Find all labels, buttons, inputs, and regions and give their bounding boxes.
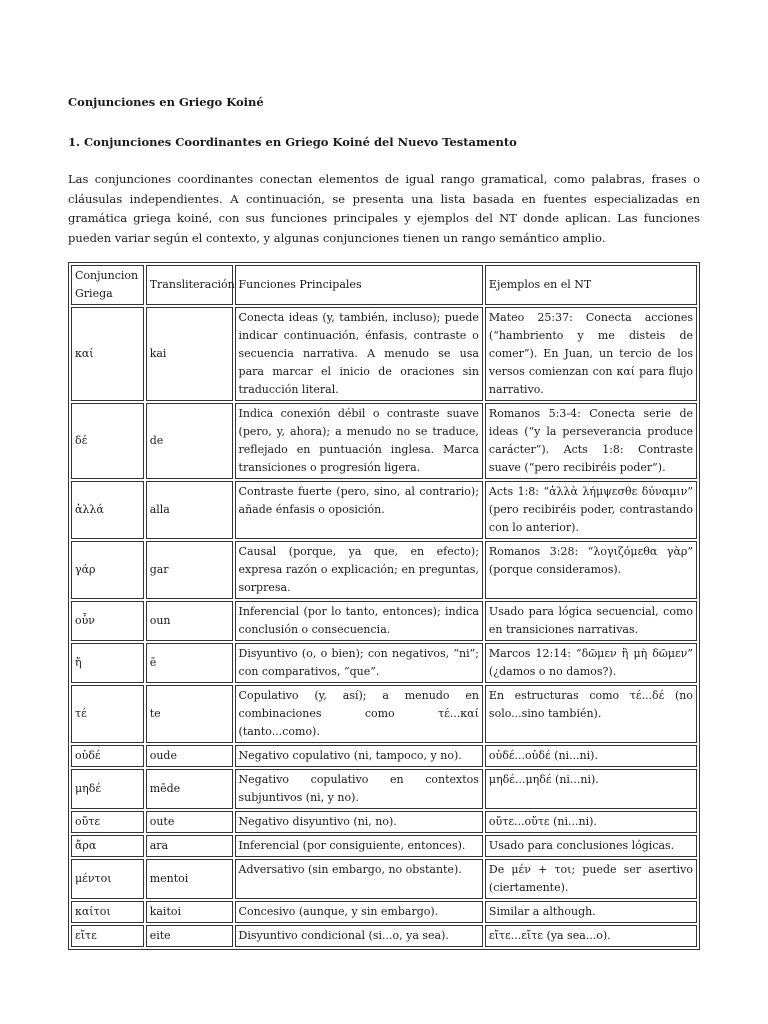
document-title: Conjunciones en Griego Koiné: [68, 95, 264, 109]
cell-greek: εἴτε: [71, 925, 144, 947]
cell-functions: Negativo disyuntivo (ni, no).: [235, 811, 483, 833]
table-row: [71, 307, 697, 401]
cell-functions: Negativo copulativo (ni, tampoco, y no).: [235, 745, 483, 767]
table-row: [71, 811, 697, 833]
cell-examples: Usado para conclusiones lógicas.: [485, 835, 697, 857]
header-functions: Funciones Principales: [235, 265, 483, 305]
cell-translit: oute: [146, 811, 233, 833]
cell-greek: ἀλλά: [71, 481, 144, 539]
cell-translit: alla: [146, 481, 233, 539]
header-examples: Ejemplos en el NT: [485, 265, 697, 305]
cell-functions: Concesivo (aunque, y sin embargo).: [235, 901, 483, 923]
table-row: [71, 835, 697, 857]
cell-translit: te: [146, 685, 233, 743]
cell-greek: οὖν: [71, 601, 144, 641]
table-row: [71, 481, 697, 539]
cell-greek: ἄρα: [71, 835, 144, 857]
table-row: [71, 859, 697, 899]
cell-functions: Inferencial (por lo tanto, entonces); indica conclusión o consecuencia.: [235, 601, 483, 641]
cell-examples: Romanos 3:28: “λογιζόμεθα γὰρ” (porque consideramos).: [485, 541, 697, 599]
cell-functions: Indica conexión débil o contraste suave (pero, y, ahora); a menudo no se traduce, reflejado en puntuación inglesa. Marca transiciones o progresión ligera.: [235, 403, 483, 479]
cell-translit: eite: [146, 925, 233, 947]
table-row: [71, 745, 697, 767]
table-row: [71, 403, 697, 479]
cell-examples: En estructuras como τέ...δέ (no solo...sino también).: [485, 685, 697, 743]
cell-translit: mēde: [146, 769, 233, 809]
cell-examples: De μέν + τοι; puede ser asertivo (ciertamente).: [485, 859, 697, 899]
cell-functions: Disyuntivo condicional (si...o, ya sea).: [235, 925, 483, 947]
cell-greek: καί: [71, 307, 144, 401]
cell-greek: μέντοι: [71, 859, 144, 899]
cell-greek: ἤ: [71, 643, 144, 683]
cell-examples: Acts 1:8: “ἀλλὰ λήμψεσθε δύναμιν” (pero recibiréis poder, contrastando con lo anterior).: [485, 481, 697, 539]
cell-functions: Negativo copulativo en contextos subjuntivos (ni, y no).: [235, 769, 483, 809]
cell-examples: Similar a although.: [485, 901, 697, 923]
cell-translit: mentoi: [146, 859, 233, 899]
cell-greek: καίτοι: [71, 901, 144, 923]
cell-greek: γάρ: [71, 541, 144, 599]
cell-functions: Disyuntivo (o, o bien); con negativos, “ni”; con comparativos, “que”.: [235, 643, 483, 683]
header-translit: Transliteración: [146, 265, 233, 305]
cell-functions: Copulativo (y, así); a menudo en combinaciones como τέ...καί (tanto...como).: [235, 685, 483, 743]
cell-greek: δέ: [71, 403, 144, 479]
cell-examples: Usado para lógica secuencial, como en transiciones narrativas.: [485, 601, 697, 641]
cell-examples: οὐδέ...οὐδέ (ni...ni).: [485, 745, 697, 767]
cell-translit: ē: [146, 643, 233, 683]
cell-translit: oude: [146, 745, 233, 767]
intro-paragraph: Las conjunciones coordinantes conectan elementos de igual rango gramatical, como palabras, frases o cláusulas independientes. A continuación, se presenta una lista basada en fuentes especializadas en gramática griega koiné, con sus funciones principales y ejemplos del NT donde aplican. Las funciones pueden variar según el contexto, y algunas conjunciones tienen un rango semántico amplio.: [68, 172, 700, 245]
table-row: [71, 925, 697, 947]
cell-translit: oun: [146, 601, 233, 641]
section-heading: 1. Conjunciones Coordinantes en Griego Koiné del Nuevo Testamento: [68, 135, 517, 149]
cell-functions: Adversativo (sin embargo, no obstante).: [235, 859, 483, 899]
cell-examples: εἴτε...εἴτε (ya sea...o).: [485, 925, 697, 947]
cell-examples: Marcos 12:14: “δῶμεν ἢ μὴ δῶμεν” (¿damos o no damos?).: [485, 643, 697, 683]
cell-functions: Conecta ideas (y, también, incluso); puede indicar continuación, énfasis, contraste o secuencia narrativa. A menudo se usa para marcar el inicio de oraciones sin traducción literal.: [235, 307, 483, 401]
cell-examples: Mateo 25:37: Conecta acciones (“hambriento y me disteis de comer”). En Juan, un tercio de los versos comienzan con καί para flujo narrativo.: [485, 307, 697, 401]
cell-translit: gar: [146, 541, 233, 599]
conjunctions-table: [68, 262, 700, 950]
table-header-row: [71, 265, 697, 305]
table-row: [71, 541, 697, 599]
table-row: [71, 769, 697, 809]
cell-examples: οὔτε...οὔτε (ni...ni).: [485, 811, 697, 833]
cell-greek: οὔτε: [71, 811, 144, 833]
table-row: [71, 685, 697, 743]
cell-greek: οὐδέ: [71, 745, 144, 767]
table-row: [71, 601, 697, 641]
table-row: [71, 901, 697, 923]
cell-functions: Contraste fuerte (pero, sino, al contrario); añade énfasis o oposición.: [235, 481, 483, 539]
cell-examples: Romanos 5:3-4: Conecta serie de ideas (“y la perseverancia produce carácter”). Acts 1:8: Contraste suave (“pero recibiréis poder”).: [485, 403, 697, 479]
table-row: [71, 643, 697, 683]
cell-functions: Inferencial (por consiguiente, entonces).: [235, 835, 483, 857]
cell-translit: ara: [146, 835, 233, 857]
cell-examples: μηδέ...μηδέ (ni...ni).: [485, 769, 697, 809]
cell-greek: τέ: [71, 685, 144, 743]
cell-translit: de: [146, 403, 233, 479]
header-greek: Conjuncion Griega: [71, 265, 144, 305]
cell-translit: kai: [146, 307, 233, 401]
cell-functions: Causal (porque, ya que, en efecto); expresa razón o explicación; en preguntas, sorpresa.: [235, 541, 483, 599]
cell-translit: kaitoi: [146, 901, 233, 923]
cell-greek: μηδέ: [71, 769, 144, 809]
